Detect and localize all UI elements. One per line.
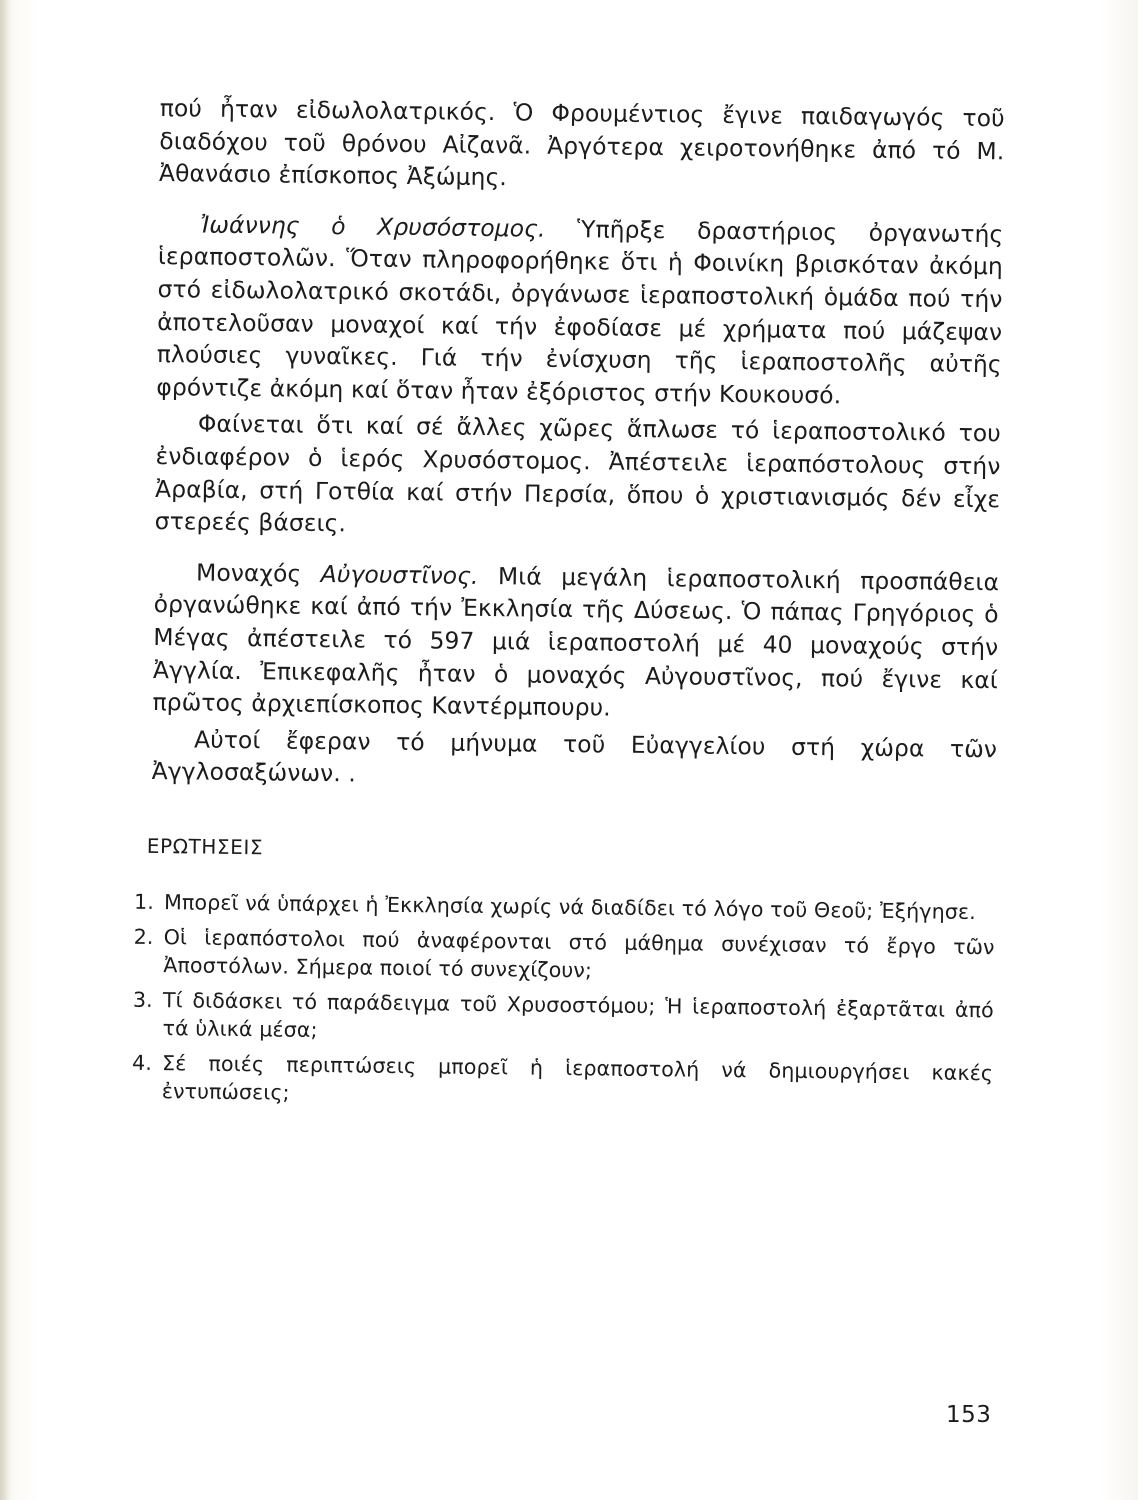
question-item bbox=[133, 888, 995, 926]
question-number: 3. bbox=[132, 988, 153, 1013]
augustine-prefix: Μοναχός bbox=[195, 558, 321, 588]
chrysostom-heading: Ἰωάννης ὁ Χρυσόστομος. bbox=[200, 210, 546, 243]
augustine-text: Μιά μεγάλη ἱεραποστολική προσπάθεια ὀργανώθηκε καί ἀπό τήν Ἐκκλησία τῆς Δύσεως. Ὁ πάπας Γρηγόριος ὁ Μέγας ἀπέστειλε τό 597 μιά ἱεραποστολή μέ 40 μοναχούς στήν Ἀγγλία. Ἐπικεφαλῆς ἦταν ὁ μοναχός Αὐγουστῖνος, πού ἔγινε καί πρῶτος ἀρχιεπίσκοπος Καντέρμπουρυ. bbox=[152, 561, 1000, 722]
question-text: Μπορεῖ νά ὑπάρχει ἡ Ἐκκλησία χωρίς νά διαδίδει τό λόγο τοῦ Θεοῦ; Ἐξήγησε. bbox=[163, 890, 977, 925]
chrysostom-text: Ὑπῆρξε δραστήριος ὀργανωτής ἱεραποστολῶν. Ὅταν πληροφορήθηκε ὅτι ἡ Φοινίκη βρισκόταν ἀκόμη στό εἰδωλολατρικό σκοτάδι, ὀργάνωσε ἱεραποστολική ὁμάδα πού τήν ἀποτελοῦσαν μοναχοί καί τήν ἐφοδίασε μέ χρήματα πού μάζεψαν πλούσιες γυναῖκες. Γιά τήν ἐνίσχυση τῆς ἱεραποστολῆς αὐτῆς φρόντιζε ἀκόμη καί ὅταν ἦταν ἐξόριστος στήν Κουκουσό. bbox=[156, 214, 1004, 410]
question-item bbox=[132, 986, 994, 1052]
question-number: 1. bbox=[133, 890, 155, 915]
page-number: 153 bbox=[946, 1402, 992, 1428]
questions-heading: ΕΡΩΤΗΣΕΙΣ bbox=[146, 833, 264, 860]
paragraph-augustine bbox=[152, 556, 999, 729]
questions-list bbox=[131, 888, 996, 1115]
question-number: 4. bbox=[131, 1051, 153, 1076]
augustine-heading: Αὐγουστῖνος. bbox=[320, 559, 479, 590]
question-item bbox=[133, 923, 995, 989]
question-text: Σέ ποιές περιπτώσεις μπορεῖ ἡ ἱεραποστολή νά δημιουργήσει κακές ἐντυπώσεις; bbox=[161, 1051, 994, 1106]
paragraph-anglo-saxons: Αὐτοί ἔφεραν τό μήνυμα τοῦ Εὐαγγελίου στή χώρα τῶν Ἀγγλοσαξώνων. . bbox=[151, 725, 998, 788]
question-text: Τί διδάσκει τό παράδειγμα τοῦ Χρυσοστόμου; Ἡ ἱεραποστολή ἐξαρτᾶται ἀπό τά ὑλικά μέσα; bbox=[162, 988, 994, 1043]
question-number: 2. bbox=[133, 925, 154, 950]
paragraph-other-countries: Φαίνεται ὅτι καί σέ ἄλλες χῶρες ἅπλωσε τό ἱεραποστολικό του ἐνδιαφέρον ὁ ἱερός Χρυσόστομος. Ἀπέστειλε ἱεραπόστολους στήν Ἀραβία, στή Γοτθία καί στήν Περσία, ὅπου ὁ χριστιανισμός δέν εἶχε στερεές βάσεις. bbox=[154, 409, 1002, 538]
page-edge-shadow bbox=[0, 0, 10, 1500]
main-text bbox=[131, 92, 1005, 1123]
question-item bbox=[131, 1049, 994, 1115]
paragraph-chrysostom bbox=[156, 208, 1003, 414]
paragraph-frumentius: πού ἦταν εἰδωλολατρικός. Ὁ Φρουμέντιος ἔγινε παιδαγωγός τοῦ διαδόχου τοῦ θρόνου Αἰζανᾶ. Ἀργότερα χειροτονήθηκε ἀπό τό Μ. Ἀθανάσιο ἐπίσκοπος Ἀξώμης. bbox=[158, 93, 1005, 192]
question-text: Οἱ ἱεραπόστολοι πού ἀναφέρονται στό μάθημα συνέχισαν τό ἔργο τῶν Ἀποστόλων. Σήμερα ποιοί τό συνεχίζουν; bbox=[163, 925, 995, 983]
